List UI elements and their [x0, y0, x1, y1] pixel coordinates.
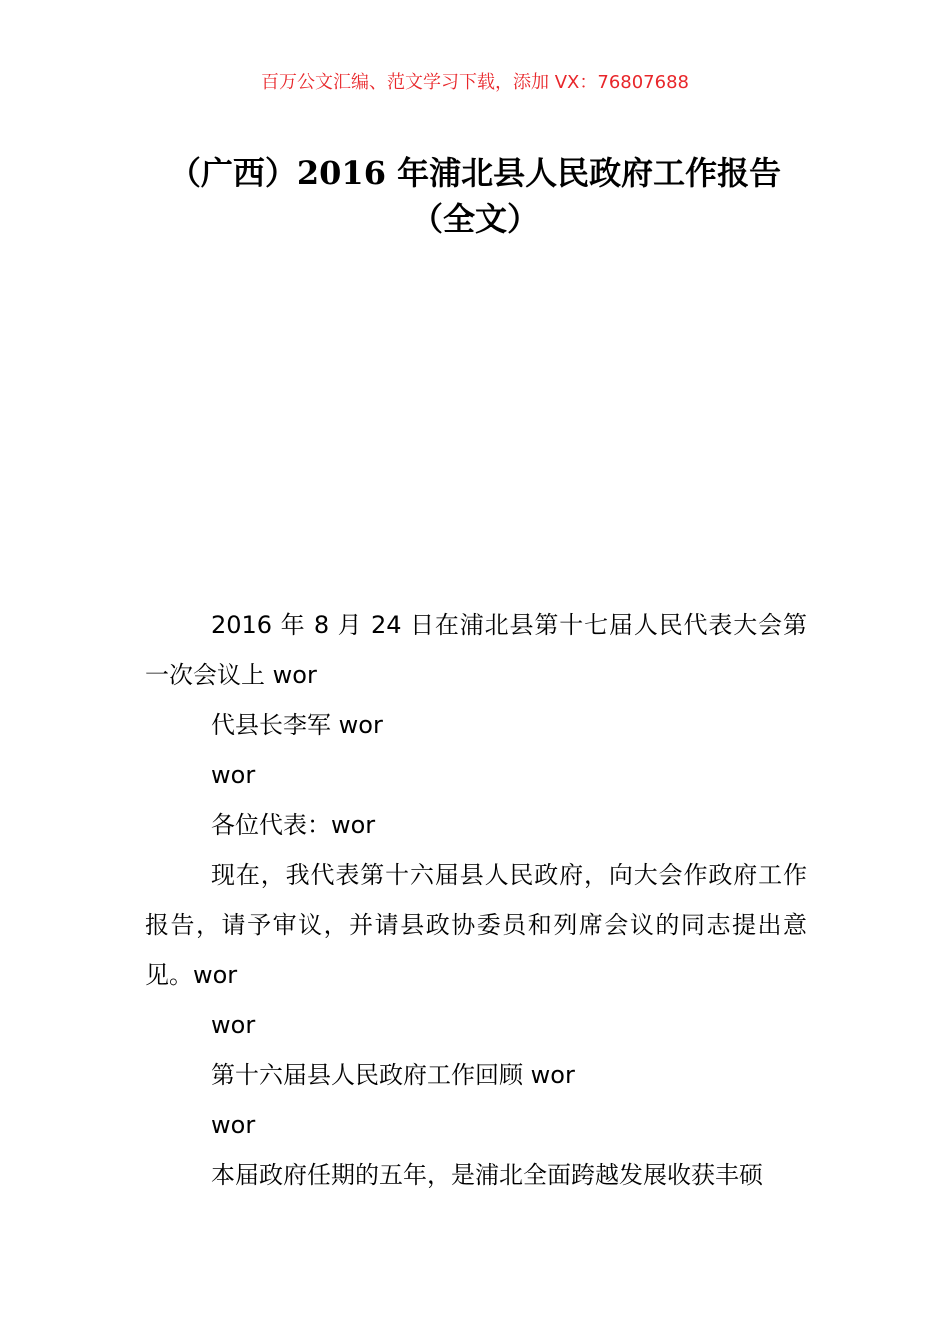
paragraph-speaker: 代县长李军 wor [211, 711, 383, 739]
paragraph-review-start: 本届政府任期的五年，是浦北全面跨越发展收获丰硕 [211, 1161, 763, 1189]
paragraph-spacer: wor [211, 761, 256, 789]
paragraph-intro: 现在，我代表第十六届县人民政府，向大会作政府工作报告，请予审议，并请县政协委员和列席会议的同志提出意见。wor [145, 861, 807, 989]
header-promo-note: 百万公文汇编、范文学习下载，添加 VX：76807688 [261, 72, 689, 93]
document-body [145, 600, 807, 1200]
paragraph-salutation: 各位代表：wor [211, 811, 376, 839]
paragraph-spacer: wor [211, 1111, 256, 1139]
document-title [145, 150, 805, 242]
title-line-1: （广西）2016 年浦北县人民政府工作报告 [168, 154, 782, 192]
section-heading-review: 第十六届县人民政府工作回顾 wor [211, 1061, 575, 1089]
title-line-2: （全文） [410, 200, 539, 238]
paragraph-spacer: wor [211, 1011, 256, 1039]
paragraph-date-meeting: 2016 年 8 月 24 日在浦北县第十七届人民代表大会第一次会议上 wor [145, 611, 807, 689]
